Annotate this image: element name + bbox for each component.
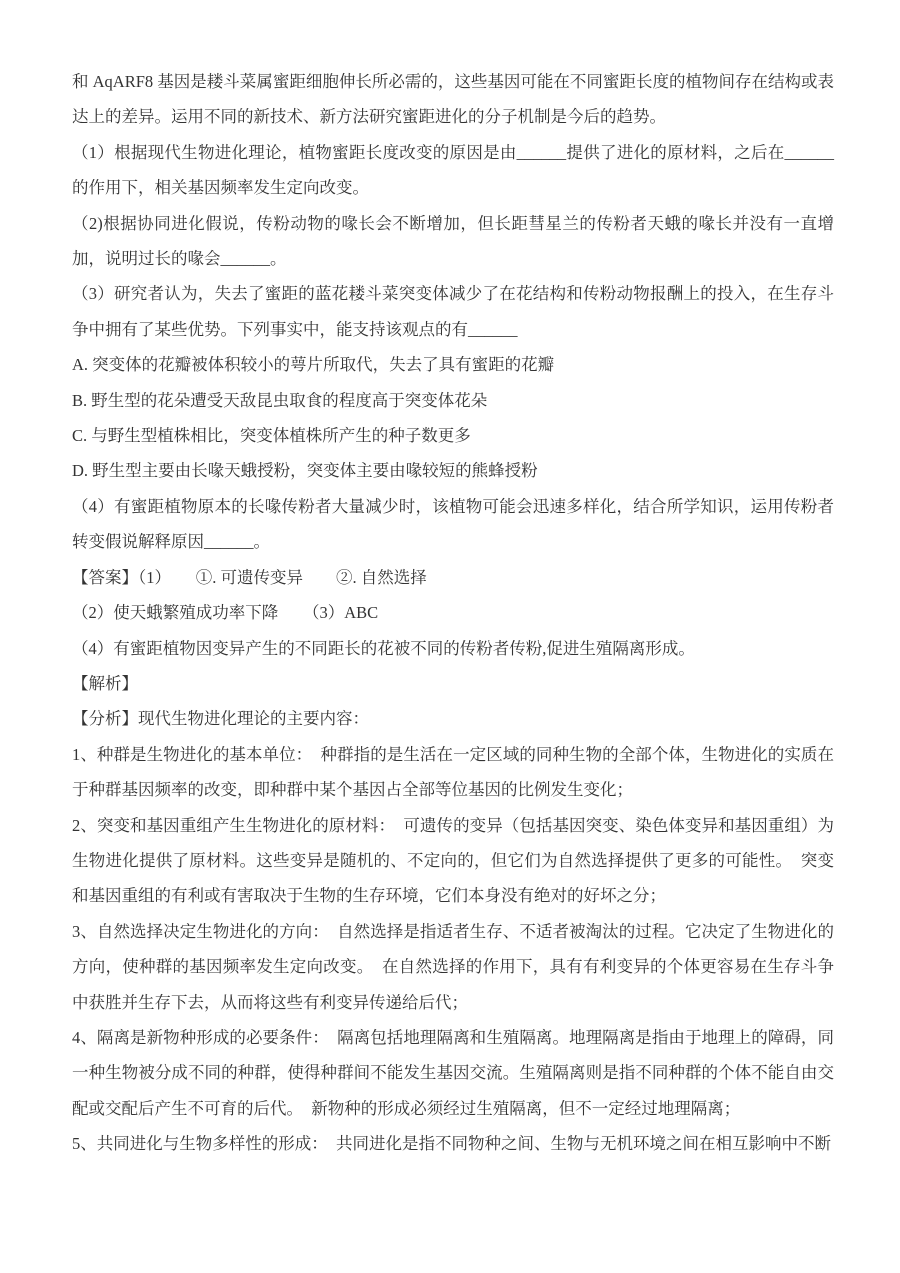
option-a: A. 突变体的花瓣被体积较小的萼片所取代，失去了具有蜜距的花瓣 [72,355,555,375]
analysis-point-3: 3、自然选择决定生物进化的方向： 自然选择是指适者生存、不适者被淘汰的过程。它决定了生物进化的方向，使种群的基因频率发生定向改变。 在自然选择的作用下，具有有利变异的个体更容易在生存斗争中获胜并生存下去，从而将这些有利变异传递给后代； [72,921,834,1012]
option-d: D. 野生型主要由长喙天蛾授粉，突变体主要由喙较短的熊蜂授粉 [72,461,538,481]
document-content [72,64,834,1162]
option-b: B. 野生型的花朵遭受天敌昆虫取食的程度高于突变体花朵 [72,390,488,410]
question-3: （3）研究者认为，失去了蜜距的蓝花耧斗菜突变体减少了在花结构和传粉动物报酬上的投入，在生存斗争中拥有了某些优势。下列事实中，能支持该观点的有______ [72,284,834,339]
analysis-point-4: 4、隔离是新物种形成的必要条件： 隔离包括地理隔离和生殖隔离。地理隔离是指由于地理上的障碍，同一种生物被分成不同的种群，使得种群间不能发生基因交流。生殖隔离则是指不同种群的个体不能自由交配或交配后产生不可育的后代。 新物种的形成必须经过生殖隔离，但不一定经过地理隔离； [72,1027,834,1118]
intro-paragraph: 和 AqARF8 基因是耧斗菜属蜜距细胞伸长所必需的，这些基因可能在不同蜜距长度的植物间存在结构或表达上的差异。运用不同的新技术、新方法研究蜜距进化的分子机制是今后的趋势。 [72,72,834,127]
analysis-point-5: 5、共同进化与生物多样性的形成： 共同进化是指不同物种之间、生物与无机环境之间在相互影响中不断 [72,1134,831,1154]
analysis-intro: 【分析】现代生物进化理论的主要内容： [72,709,369,729]
question-4: （4）有蜜距植物原本的长喙传粉者大量减少时，该植物可能会迅速多样化，结合所学知识，运用传粉者转变假说解释原因______。 [72,496,834,552]
option-c: C. 与野生型植株相比，突变体植株所产生的种子数更多 [72,426,471,446]
answer-line-3: （4）有蜜距植物因变异产生的不同距长的花被不同的传粉者传粉,促进生殖隔离形成。 [72,638,695,658]
question-2: （2)根据协同进化假说，传粉动物的喙长会不断增加，但长距彗星兰的传粉者天蛾的喙长并没有一直增加，说明过长的喙会______。 [72,213,834,269]
analysis-label: 【解析】 [72,673,138,693]
analysis-point-2: 2、突变和基因重组产生生物进化的原材料： 可遗传的变异（包括基因突变、染色体变异和基因重组）为生物进化提供了原材料。这些变异是随机的、不定向的，但它们为自然选择提供了更多的可能性。 突变和基因重组的有利或有害取决于生物的生存环境，它们本身没有绝对的好坏之分； [72,815,834,906]
analysis-point-1: 1、种群是生物进化的基本单位： 种群指的是生活在一定区域的同种生物的全部个体，生物进化的实质在于种群基因频率的改变，即种群中某个基因占全部等位基因的比例发生变化； [72,744,834,800]
answer-line-2: （2）使天蛾繁殖成功率下降 （3）ABC [72,603,379,623]
answer-line-1: 【答案】（1） ①. 可遗传变异 ②. 自然选择 [72,567,427,587]
question-1: （1）根据现代生物进化理论，植物蜜距长度改变的原因是由______提供了进化的原材料，之后在______的作用下，相关基因频率发生定向改变。 [72,142,834,198]
